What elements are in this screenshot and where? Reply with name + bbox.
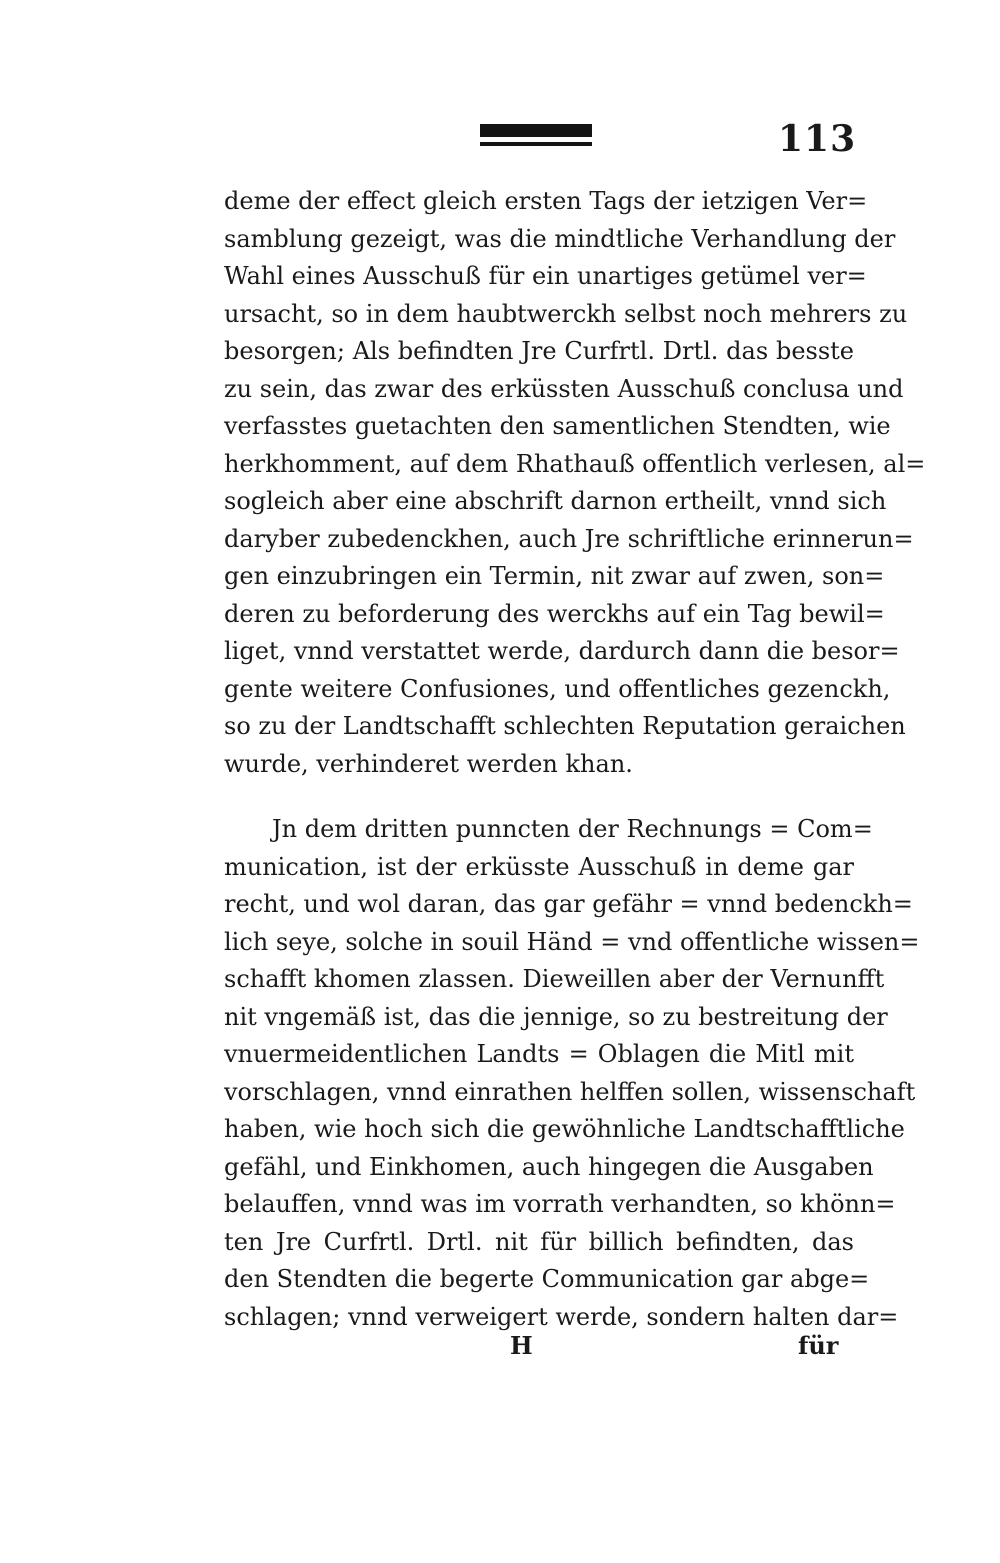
text-line: besorgen; Als befindten Jre Curfrtl. Drtl. das besste — [224, 337, 854, 365]
text-line: ursacht, so in dem haubtwerckh selbst noch mehrers zu — [224, 299, 908, 328]
text-line: deme der effect gleich ersten Tags der ietzigen Ver= — [224, 187, 868, 215]
page-number: 113 — [778, 118, 857, 160]
header-rule-thick — [480, 124, 592, 137]
signature-mark: H — [510, 1331, 533, 1360]
header-ornament-rule — [480, 124, 592, 150]
text-line: wurde, verhinderet werden khan. — [224, 749, 633, 778]
text-line: schlagen; vnnd verweigert werde, sondern halten dar= — [224, 1302, 899, 1331]
text-line: vorschlagen, vnnd einrathen helffen sollen, wissenschaft — [224, 1077, 916, 1106]
text-line: so zu der Landtschafft schlechten Reputation geraichen — [224, 712, 906, 740]
text-line: schafft khomen zlassen. Dieweillen aber der Vernunfft — [224, 965, 885, 993]
header-rule-thin — [480, 142, 592, 146]
text-line: deren zu beforderung des werckhs auf ein Tag bewil= — [224, 599, 885, 628]
text-line: gente weitere Confusiones, und offentliches gezenckh, — [224, 674, 891, 703]
text-line: liget, vnnd verstattet werde, dardurch dann die besor= — [224, 637, 900, 665]
text-line: nit vngemäß ist, das die jennige, so zu bestreitung der — [224, 1002, 888, 1031]
text-line: ten Jre Curfrtl. Drtl. nit für billich befindten, das — [224, 1227, 854, 1256]
text-line: den Stendten die begerte Communication gar abge= — [224, 1265, 870, 1293]
text-line: daryber zubedenckhen, auch Jre schriftliche erinnerun= — [224, 524, 914, 553]
text-line: lich seye, solche in souil Händ = vnd offentliche wissen= — [224, 927, 920, 956]
text-line: belauffen, vnnd was im vorrath verhandten, so khönn= — [224, 1190, 896, 1218]
text-line: recht, und wol daran, das gar gefähr = vnnd bedenckh= — [224, 890, 913, 918]
text-line: sogleich aber eine abschrift darnon ertheilt, vnnd sich — [224, 487, 887, 515]
text-line: gen einzubringen ein Termin, nit zwar auf zwen, son= — [224, 562, 885, 590]
text-line: samblung gezeigt, was die mindtliche Verhandlung der — [224, 224, 896, 253]
text-line: Wahl eines Ausschuß für ein unartiges getümel ver= — [224, 262, 867, 290]
text-line: gefähl, und Einkhomen, auch hingegen die Ausgaben — [224, 1152, 874, 1181]
text-line: verfasstes guetachten den samentlichen Stendten, wie — [224, 412, 891, 440]
text-line: munication, ist der erküsste Ausschuß in deme gar — [224, 852, 854, 881]
text-line: Jn dem dritten punncten der Rechnungs = Com= — [272, 815, 873, 843]
text-line: zu sein, das zwar des erküssten Ausschuß conclusa und — [224, 374, 904, 403]
text-line: herkhomment, auf dem Rhathauß offentlich verlesen, al= — [224, 449, 926, 478]
catchword: für — [798, 1331, 839, 1360]
text-line: haben, wie hoch sich die gewöhnliche Landtschafftliche — [224, 1115, 905, 1143]
text-line: vnuermeidentlichen Landts = Oblagen die Mitl mit — [224, 1040, 854, 1068]
